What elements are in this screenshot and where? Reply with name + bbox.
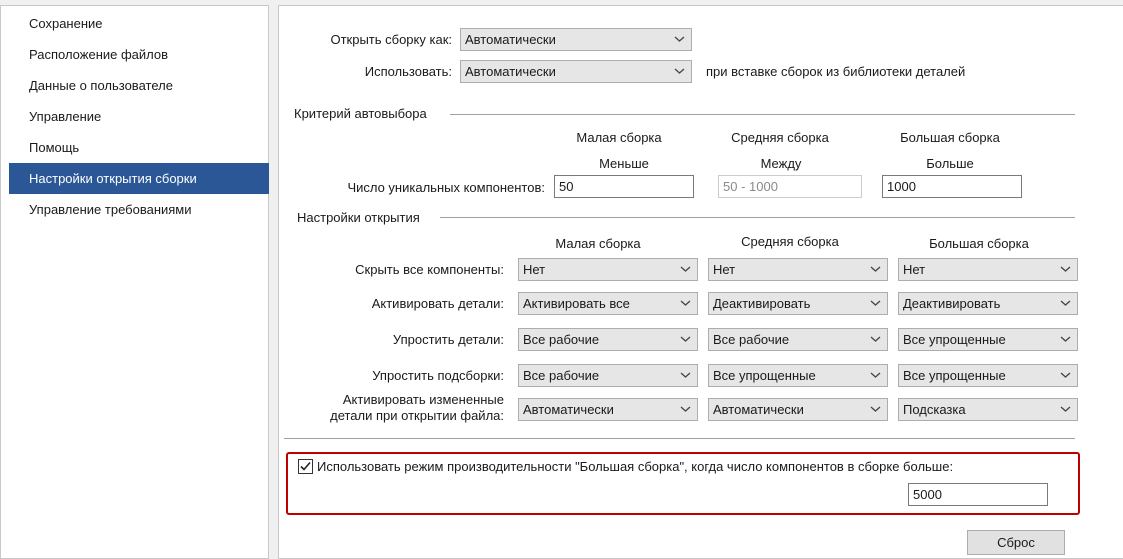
simplify-subassemblies-medium-dropdown[interactable] xyxy=(708,364,888,387)
large-threshold-input[interactable]: 1000 xyxy=(882,175,1022,198)
dropdown-value: Все рабочие xyxy=(713,332,790,347)
chevron-down-icon xyxy=(674,67,685,75)
simplify-subassemblies-small-dropdown[interactable] xyxy=(518,364,698,387)
chevron-down-icon xyxy=(870,371,881,379)
hide-components-medium-dropdown[interactable] xyxy=(708,258,888,281)
chevron-down-icon xyxy=(1060,371,1071,379)
activate-modified-label-line1: Активировать измененные xyxy=(342,392,504,407)
dropdown-value: Все рабочие xyxy=(523,332,600,347)
simplify-parts-large-dropdown[interactable] xyxy=(898,328,1078,351)
performance-mode-label: Использовать режим производительности "Большая сборка", когда число компонентов в сборке больше: xyxy=(317,459,954,474)
activate-modified-label-line2: детали при открытии файла: xyxy=(330,408,504,423)
criteria-col-medium: Средняя сборка xyxy=(731,130,829,145)
chevron-down-icon xyxy=(680,405,691,413)
dropdown-value: Деактивировать xyxy=(903,296,1001,311)
unique-components-label: Число уникальных компонентов: xyxy=(347,180,545,195)
sidebar-item-management[interactable]: Управление xyxy=(29,109,102,124)
activate-parts-small-dropdown[interactable] xyxy=(518,292,698,315)
settings-col-small: Малая сборка xyxy=(555,236,641,251)
chevron-down-icon xyxy=(680,265,691,273)
dropdown-value: Все упрощенные xyxy=(903,368,1006,383)
performance-threshold-input[interactable]: 5000 xyxy=(908,483,1048,506)
reset-button[interactable]: Сброс xyxy=(967,530,1065,555)
dropdown-value: Нет xyxy=(713,262,736,277)
use-value: Автоматически xyxy=(465,64,556,79)
hide-components-small-dropdown[interactable] xyxy=(518,258,698,281)
criteria-title: Критерий автовыбора xyxy=(294,106,427,121)
checkmark-icon xyxy=(299,460,312,473)
chevron-down-icon xyxy=(870,335,881,343)
activate-modified-medium-dropdown[interactable] xyxy=(708,398,888,421)
criteria-col-large: Большая сборка xyxy=(900,130,1000,145)
performance-mode-checkbox[interactable] xyxy=(298,459,313,474)
chevron-down-icon xyxy=(870,405,881,413)
settings-col-medium: Средняя сборка xyxy=(741,234,839,249)
activate-modified-small-dropdown[interactable] xyxy=(518,398,698,421)
dropdown-value: Все упрощенные xyxy=(903,332,1006,347)
sidebar-item-user-data[interactable]: Данные о пользователе xyxy=(29,78,173,93)
dropdown-value: Автоматически xyxy=(713,402,804,417)
use-dropdown[interactable] xyxy=(460,60,692,83)
chevron-down-icon xyxy=(870,299,881,307)
dropdown-value: Автоматически xyxy=(523,402,614,417)
dropdown-value: Подсказка xyxy=(903,402,966,417)
chevron-down-icon xyxy=(674,35,685,43)
simplify-parts-label: Упростить детали: xyxy=(392,332,504,347)
simplify-subassemblies-large-dropdown[interactable] xyxy=(898,364,1078,387)
open-settings-title: Настройки открытия xyxy=(297,210,420,225)
activate-parts-medium-dropdown[interactable] xyxy=(708,292,888,315)
criteria-col-small: Малая сборка xyxy=(576,130,662,145)
sidebar-nav xyxy=(0,5,269,559)
open-settings-separator xyxy=(440,217,1075,218)
dropdown-value: Все рабочие xyxy=(523,368,600,383)
simplify-parts-small-dropdown[interactable] xyxy=(518,328,698,351)
criteria-sub-more: Больше xyxy=(926,156,974,171)
chevron-down-icon xyxy=(1060,299,1071,307)
dropdown-value: Активировать все xyxy=(523,296,630,311)
activate-modified-large-dropdown[interactable] xyxy=(898,398,1078,421)
chevron-down-icon xyxy=(1060,405,1071,413)
open-as-value: Автоматически xyxy=(465,32,556,47)
sidebar-item-file-locations[interactable]: Расположение файлов xyxy=(29,47,169,62)
activate-parts-large-dropdown[interactable] xyxy=(898,292,1078,315)
chevron-down-icon xyxy=(870,265,881,273)
activate-parts-label: Активировать детали: xyxy=(371,296,504,311)
section-separator xyxy=(284,438,1075,439)
criteria-sub-less: Меньше xyxy=(599,156,649,171)
dropdown-value: Деактивировать xyxy=(713,296,811,311)
hide-components-label: Скрыть все компоненты: xyxy=(355,262,504,277)
use-note: при вставке сборок из библиотеки деталей xyxy=(706,64,966,79)
simplify-subassemblies-label: Упростить подсборки: xyxy=(372,368,504,383)
open-as-dropdown[interactable] xyxy=(460,28,692,51)
medium-range-input: 50 - 1000 xyxy=(718,175,862,198)
use-label: Использовать: xyxy=(364,64,452,79)
chevron-down-icon xyxy=(680,371,691,379)
settings-col-large: Большая сборка xyxy=(929,236,1029,251)
open-as-label: Открыть сборку как: xyxy=(330,32,452,47)
criteria-sub-between: Между xyxy=(760,156,802,171)
hide-components-large-dropdown[interactable] xyxy=(898,258,1078,281)
criteria-separator xyxy=(450,114,1075,115)
simplify-parts-medium-dropdown[interactable] xyxy=(708,328,888,351)
chevron-down-icon xyxy=(680,335,691,343)
sidebar-item-assembly-open-settings[interactable]: Настройки открытия сборки xyxy=(9,163,269,194)
dropdown-value: Нет xyxy=(903,262,926,277)
chevron-down-icon xyxy=(680,299,691,307)
chevron-down-icon xyxy=(1060,335,1071,343)
sidebar-item-saving[interactable]: Сохранение xyxy=(29,16,103,31)
sidebar-item-help[interactable]: Помощь xyxy=(29,140,80,155)
dropdown-value: Все упрощенные xyxy=(713,368,816,383)
chevron-down-icon xyxy=(1060,265,1071,273)
small-threshold-input[interactable]: 50 xyxy=(554,175,694,198)
sidebar-item-requirements-management[interactable]: Управление требованиями xyxy=(29,202,192,217)
dropdown-value: Нет xyxy=(523,262,546,277)
